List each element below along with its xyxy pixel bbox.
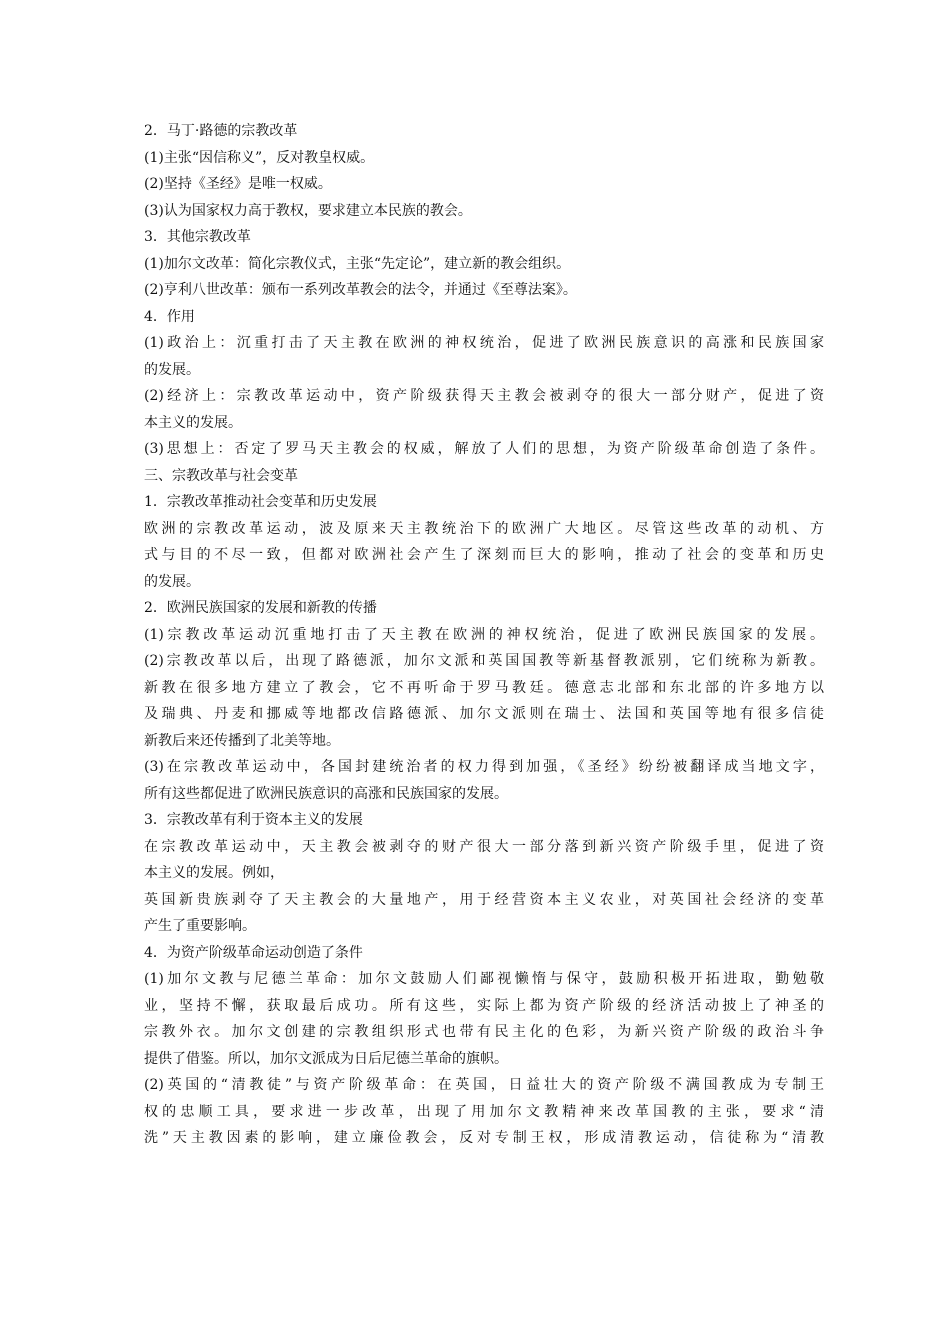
text-line: 宗教外衣。加尔文创建的宗教组织形式也带有民主化的色彩，为新兴资产阶级的政治斗争	[144, 1024, 824, 1040]
text-line: 式与目的不尽一致，但都对欧洲社会产生了深刻而巨大的影响，推动了社会的变革和历史	[144, 547, 824, 563]
text-line: (1)宗教改革运动沉重地打击了天主教在欧洲的神权统治，促进了欧洲民族国家的发展。	[144, 626, 824, 643]
text-line: (2)经济上：宗教改革运动中，资产阶级获得天主教会被剥夺的很大一部分财产，促进了资	[144, 388, 824, 404]
document-body	[144, 118, 824, 1152]
text-line: 本主义的发展。例如，	[144, 865, 284, 881]
text-line: (1)加尔文教与尼德兰革命：加尔文鼓励人们鄙视懒惰与保守，鼓励积极开拓进取，勤勉敬	[144, 971, 824, 987]
heading-social-change: 1．宗教改革推动社会变革和历史发展	[144, 494, 377, 510]
heading-other-reforms: 3．其他宗教改革	[144, 229, 251, 245]
text-line: 英国新贵族剥夺了天主教会的大量地产，用于经营资本主义农业，对英国社会经济的变革	[144, 891, 824, 908]
text-line: 欧洲的宗教改革运动，波及原来天主教统治下的欧洲广大地区。尽管这些改革的动机、方	[144, 520, 824, 537]
text-line: 权的忠顺工具，要求进一步改革，出现了用加尔文教精神来改革国教的主张，要求“清	[144, 1103, 824, 1120]
text-line: (1)政治上：沉重打击了天主教在欧洲的神权统治，促进了欧洲民族意识的高涨和民族国家	[144, 335, 824, 351]
text-line: (3)在宗教改革运动中，各国封建统治者的权力得到加强，《圣经》纷纷被翻译成当地文字，	[144, 759, 824, 775]
heading-nation-states: 2．欧洲民族国家的发展和新教的传播	[144, 600, 377, 616]
text-line: (2)亨利八世改革：颁布一系列改革教会的法令，并通过《至尊法案》。	[144, 282, 577, 298]
text-line: 在宗教改革运动中，天主教会被剥夺的财产很大一部分落到新兴资产阶级手里，促进了资	[144, 838, 824, 855]
text-line: (1)主张“因信称义”，反对教皇权威。	[144, 149, 375, 166]
heading-bourgeois-revolution: 4．为资产阶级革命运动创造了条件	[144, 944, 363, 961]
heading-luther-reform: 2．马丁·路德的宗教改革	[144, 123, 298, 139]
text-line: 本主义的发展。	[144, 414, 242, 431]
text-line: 业，坚持不懈，获取最后成功。所有这些，实际上都为资产阶级的经济活动披上了神圣的	[144, 997, 824, 1014]
text-line: (2)英国的“清教徒”与资产阶级革命：在英国，日益壮大的资产阶级不满国教成为专制王	[144, 1077, 824, 1093]
text-line: 产生了重要影响。	[144, 918, 256, 934]
text-line: (2)坚持《圣经》是唯一权威。	[144, 176, 332, 192]
text-line: 所有这些都促进了欧洲民族意识的高涨和民族国家的发展。	[144, 785, 508, 802]
text-line: 及瑞典、丹麦和挪威等地都改信路德派、加尔文派则在瑞士、法国和英国等地有很多信徒	[144, 706, 824, 722]
text-line: (3)认为国家权力高于教权，要求建立本民族的教会。	[144, 202, 472, 219]
heading-capitalism: 3．宗教改革有利于资本主义的发展	[144, 812, 363, 828]
text-line: 的发展。	[144, 573, 200, 590]
text-line: (3)思想上：否定了罗马天主教会的权威，解放了人们的思想，为资产阶级革命创造了条件。	[144, 441, 824, 457]
text-line: (1)加尔文改革：简化宗教仪式，主张“先定论”，建立新的教会组织。	[144, 255, 571, 272]
section-heading-reform-and-society: 三、宗教改革与社会变革	[144, 467, 298, 484]
text-line: 新教后来还传播到了北美等地。	[144, 732, 340, 749]
text-line: 的发展。	[144, 361, 200, 378]
heading-effects: 4．作用	[144, 308, 195, 325]
text-line: 提供了借鉴。所以，加尔文派成为日后尼德兰革命的旗帜。	[144, 1050, 508, 1067]
text-line: (2)宗教改革以后，出现了路德派，加尔文派和英国国教等新基督教派别，它们统称为新教。	[144, 653, 824, 669]
text-line: 洗”天主教因素的影响，建立廉俭教会，反对专制王权，形成清教运动，信徒称为“清教	[144, 1130, 824, 1146]
text-line: 新教在很多地方建立了教会，它不再听命于罗马教廷。德意志北部和东北部的许多地方以	[144, 679, 824, 696]
